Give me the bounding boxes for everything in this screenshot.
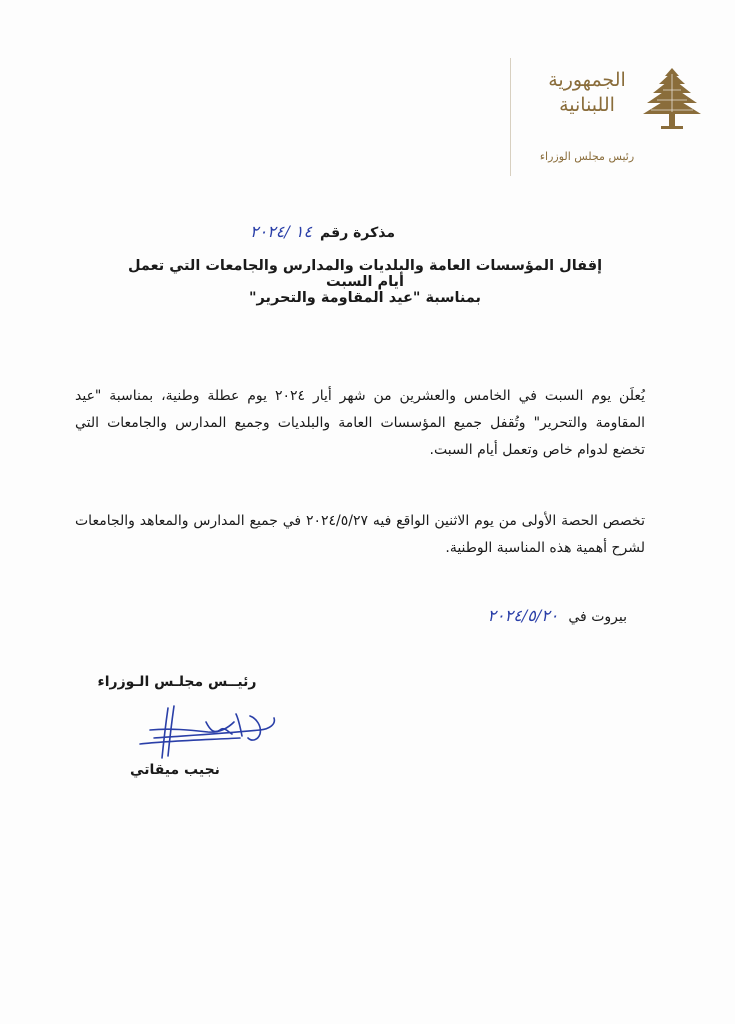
body-paragraph-2: تخصص الحصة الأولى من يوم الاثنين الواقع فيه ٢٠٢٤/٥/٢٧ في جميع المدارس والمعاهد والجامعات لشرح أهمية هذه المناسبة الوطنية. [75, 513, 645, 556]
handwritten-signature [110, 700, 290, 768]
date-value: ٢٠٢٤/٥/٢٠ [487, 606, 559, 625]
memo-title-line2: بمناسبة "عيد المقاومة والتحرير" [248, 290, 482, 306]
body-paragraph-1: يُعلَن يوم السبت في الخامس والعشرين من شهر أيار ٢٠٢٤ يوم عطلة وطنية، بمناسبة "عيد المقاومة والتحرير" وتُقفل جميع المؤسسات العامة والبلديات وجميع المدارس والجامعات التي تخضع لدوام خاص وتعمل أيام السبت. [75, 388, 645, 458]
date-label: بيروت في [568, 609, 627, 625]
letterhead [510, 58, 711, 176]
memo-number-label: مذكرة رقم [320, 225, 395, 241]
letterhead-office: رئيس مجلس الوزراء [539, 150, 635, 163]
memo-title-line1: إقفال المؤسسات العامة والبلديات والمدارس والجامعات التي تعمل أيام السبت [127, 258, 603, 290]
signer-title: رئيــس مجلـس الـوزراء [97, 674, 257, 690]
memo-number-value: ١٤ /٢٠٢٤ [250, 222, 313, 241]
date-row [487, 606, 627, 625]
signer-name: نجيب ميقاتي [130, 762, 220, 778]
republic-name-line2: اللبنانية [559, 94, 615, 116]
republic-name-line1: الجمهورية [548, 69, 626, 91]
cedar-icon [641, 66, 703, 136]
republic-name [537, 68, 637, 118]
memo-number-row [250, 222, 395, 241]
